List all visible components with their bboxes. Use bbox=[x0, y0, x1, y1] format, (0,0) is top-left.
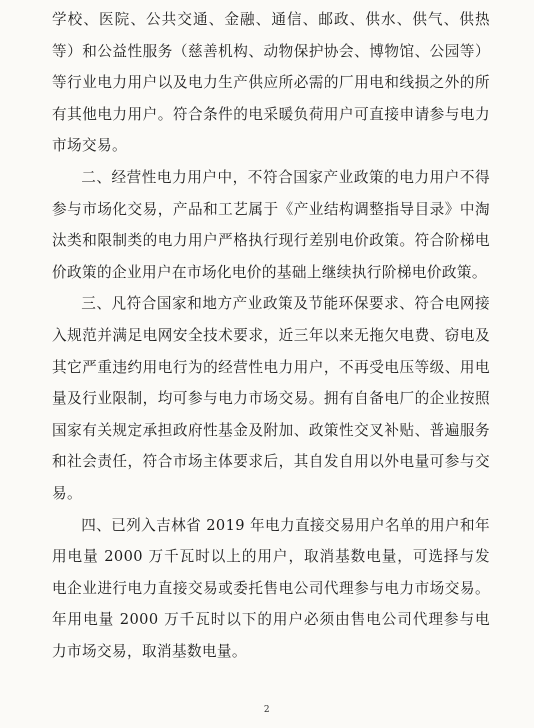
paragraph-section-2: 二、经营性电力用户中，不符合国家产业政策的电力用户不得参与市场化交易，产品和工艺属于《产业结构调整指导目录》中淘汰类和限制类的电力用户严格执行现行差别电价政策。符合阶梯电价政策的企业用户在市场化电价的基础上继续执行阶梯电价政策。 bbox=[52, 168, 490, 281]
page-number: 2 bbox=[263, 705, 271, 715]
paragraph-section-3: 三、凡符合国家和地方产业政策及节能环保要求、符合电网接入规范并满足电网安全技术要求，近三年以来无拖欠电费、窃电及其它严重违约用电行为的经营性电力用户，不再受电压等级、用电量及行业限制，均可参与电力市场交易。拥有自备电厂的企业按照国家有关规定承担政府性基金及附加、政策性交叉补贴、普遍服务和社会责任，符合市场主体要求后，其自发自用以外电量可参与交易。 bbox=[52, 295, 490, 502]
paragraph-continued: 学校、医院、公共交通、金融、通信、邮政、供水、供气、供热等）和公益性服务（慈善机构、动物保护协会、博物馆、公园等）等行业电力用户以及电力生产供应所必需的厂用电和线损之外的所有其他电力用户。符合条件的电采暖负荷用户可直接申请参与电力市场交易。 bbox=[52, 11, 490, 155]
paragraph-section-4: 四、已列入吉林省 2019 年电力直接交易用户名单的用户和年用电量 2000 万千瓦时以上的用户，取消基数电量，可选择与发电企业进行电力直接交易或委托售电公司代理参与电力市场交易。年用电量 2000 万千瓦时以下的用户必须由售电公司代理参与电力市场交易，取消基数电量。 bbox=[52, 516, 490, 660]
